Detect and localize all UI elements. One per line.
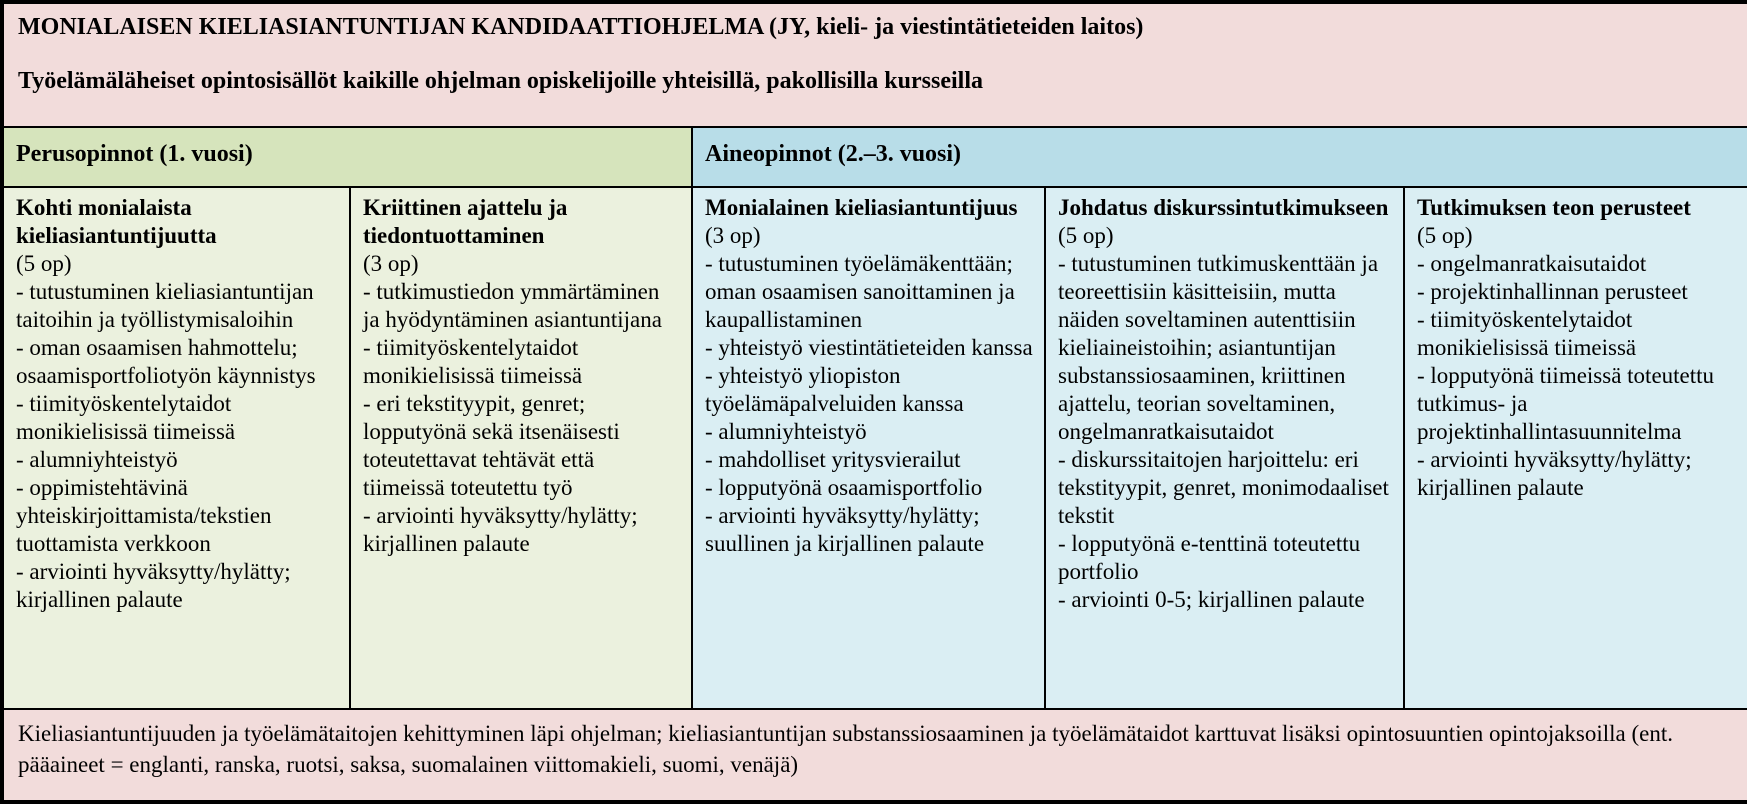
course-title: Tutkimuksen teon perusteet	[1417, 194, 1691, 220]
course-title: Johdatus diskurssintutkimukseen	[1058, 194, 1389, 220]
course-bullet: - yhteistyö viestintätieteiden kanssa	[705, 334, 1033, 360]
course-bullet: - arviointi hyväksytty/hylätty; kirjallinen palaute	[16, 558, 291, 612]
course-cell-johdatus-diskurssintutkimukseen	[1045, 187, 1404, 709]
course-title: Monialainen kieliasiantuntijuus	[705, 194, 1018, 220]
program-title: MONIALAISEN KIELIASIANTUNTIJAN KANDIDAATTIOHJELMA (JY, kieli- ja viestintätieteiden laitos)	[18, 14, 1144, 40]
course-cell-kohti-monialaista	[2, 187, 350, 709]
section-label-perusopinnot: Perusopinnot (1. vuosi)	[16, 140, 253, 167]
course-bullet: - diskurssitaitojen harjoittelu: eri tekstityypit, genret, monimodaaliset tekstit	[1058, 446, 1389, 528]
course-cell-tutkimuksen-teon-perusteet	[1404, 187, 1747, 709]
course-bullet: - mahdolliset yritysvierailut	[705, 446, 961, 472]
course-bullet: - arviointi 0-5; kirjallinen palaute	[1058, 586, 1365, 612]
course-credits: (5 op)	[16, 250, 72, 276]
footer-cell	[2, 709, 1747, 803]
course-credits: (5 op)	[1058, 222, 1114, 248]
course-bullet: - arviointi hyväksytty/hylätty; kirjallinen palaute	[1417, 446, 1692, 500]
course-bullets	[705, 250, 1034, 558]
course-credits: (3 op)	[705, 222, 761, 248]
course-bullet: - yhteistyö yliopiston työelämäpalveluiden kanssa	[705, 362, 964, 416]
footer-text: Kieliasiantuntijuuden ja työelämätaitojen kehittyminen läpi ohjelman; kieliasiantuntijan substanssiosaaminen ja työelämätaidot karttuvat lisäksi opintosuuntien opintojaksoilla (ent. pääaineet = englanti, ranska, ruotsi, saksa, suomalainen viittomakieli, suomi, venäjä)	[18, 720, 1674, 777]
course-credits: (3 op)	[363, 250, 419, 276]
course-bullet: - tutustuminen tutkimuskenttään ja teoreettisiin käsitteisiin, mutta näiden soveltaminen autenttisiin kieliaineistoihin; asiantuntijan substanssiosaaminen, kriittinen ajattelu, teorian soveltaminen, ongelmanratkaisutaidot	[1058, 250, 1379, 444]
section-header-perusopinnot	[2, 127, 692, 187]
section-header-aineopinnot	[692, 127, 1747, 187]
course-bullet: - oppimistehtävinä yhteiskirjoittamista/tekstien tuottamista verkkoon	[16, 474, 272, 556]
course-bullet: - lopputyönä tiimeissä toteutettu tutkimus- ja projektinhallintasuunnitelma	[1417, 362, 1715, 444]
course-bullet: - alumniyhteistyö	[705, 418, 867, 444]
course-bullet: - eri tekstityypit, genret; lopputyönä sekä itsenäisesti toteutettavat tehtävät että tiimeissä toteutettu työ	[363, 390, 620, 500]
course-bullet: - tiimityöskentelytaidot monikielisissä tiimeissä	[363, 334, 583, 388]
course-bullet: - tiimityöskentelytaidot monikielisissä tiimeissä	[1417, 306, 1637, 360]
course-bullets	[1058, 250, 1393, 614]
section-label-aineopinnot: Aineopinnot (2.–3. vuosi)	[705, 140, 962, 167]
course-cell-monialainen-kieliasiantuntijuus	[692, 187, 1045, 709]
header-row	[2, 2, 1747, 127]
course-bullet: - projektinhallinnan perusteet	[1417, 278, 1688, 304]
course-title: Kriittinen ajattelu ja tiedontuottaminen	[363, 194, 568, 248]
course-title: Kohti monialaista kieliasiantuntijuutta	[16, 194, 217, 248]
course-bullet: - alumniyhteistyö	[16, 446, 178, 472]
course-bullets	[16, 278, 339, 614]
header-cell	[2, 2, 1747, 127]
courses-row	[2, 187, 1747, 709]
section-header-row	[2, 127, 1747, 187]
course-bullet: - lopputyönä osaamisportfolio	[705, 474, 983, 500]
course-bullets	[1417, 250, 1737, 502]
course-bullet: - tiimityöskentelytaidot monikielisissä tiimeissä	[16, 390, 236, 444]
course-bullet: - arviointi hyväksytty/hylätty; kirjallinen palaute	[363, 502, 638, 556]
course-credits: (5 op)	[1417, 222, 1473, 248]
course-bullet: - tutustuminen työelämäkenttään; oman osaamisen sanoittaminen ja kaupallistaminen	[705, 250, 1015, 332]
course-cell-kriittinen-ajattelu	[350, 187, 692, 709]
course-bullet: - ongelmanratkaisutaidot	[1417, 250, 1647, 276]
program-subtitle: Työelämäläheiset opintosisällöt kaikille ohjelman opiskelijoille yhteisillä, pakollisilla kursseilla	[18, 68, 983, 94]
course-bullet: - tutkimustiedon ymmärtäminen ja hyödyntäminen asiantuntijana	[363, 278, 662, 332]
course-bullet: - oman osaamisen hahmottelu; osaamisportfoliotyön käynnistys	[16, 334, 316, 388]
footer-row	[2, 709, 1747, 803]
course-bullets	[363, 278, 681, 558]
course-bullet: - tutustuminen kieliasiantuntijan taitoihin ja työllistymisaloihin	[16, 278, 314, 332]
course-bullet: - arviointi hyväksytty/hylätty; suullinen ja kirjallinen palaute	[705, 502, 985, 556]
course-bullet: - lopputyönä e-tenttinä toteutettu portfolio	[1058, 530, 1361, 584]
